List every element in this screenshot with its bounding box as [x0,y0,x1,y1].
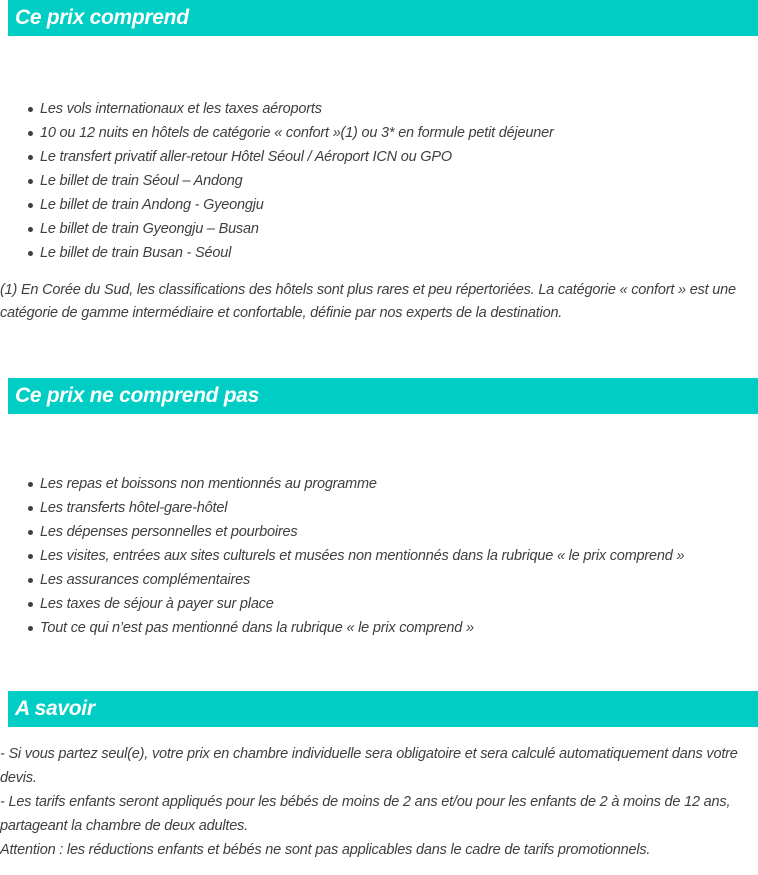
bullet-dot-icon [28,482,33,487]
list-item-text: Les repas et boissons non mentionnés au programme [40,476,377,492]
list-item [40,568,758,592]
list-item [40,496,758,520]
list-item-text: Le billet de train Gyeongju – Busan [40,221,259,237]
info-paragraph-promo-warning: Attention : les réductions enfants et bébés ne sont pas applicables dans le cadre de tarifs promotionnels. [0,842,651,858]
bullet-dot-icon [28,107,33,112]
bullet-dot-icon [28,155,33,160]
section-price-excludes [0,378,758,640]
section-header-price-excludes [8,378,758,414]
list-item-text: Les taxes de séjour à payer sur place [40,596,274,612]
section-good-to-know [0,691,758,862]
hotel-category-footnote: (1) En Corée du Sud, les classifications des hôtels sont plus rares et peu répertoriées. La catégorie « confort » est une catégorie de gamme intermédiaire et confortable, définie par nos experts de la destination. [0,282,736,321]
list-item-text: Les assurances complémentaires [40,572,250,588]
section-title-price-includes: Ce prix comprend [15,5,189,29]
list-item [40,472,758,496]
list-item [40,169,758,193]
list-item-text: Le billet de train Andong - Gyeongju [40,197,264,213]
bullet-dot-icon [28,578,33,583]
price-includes-list [0,97,758,265]
bullet-dot-icon [28,530,33,535]
list-item [40,97,758,121]
list-item-text: Les transferts hôtel-gare-hôtel [40,500,228,516]
list-item-text: 10 ou 12 nuits en hôtels de catégorie « confort »(1) ou 3* en formule petit déjeuner [40,125,554,141]
info-paragraph-child-rates: - Les tarifs enfants seront appliqués pour les bébés de moins de 2 ans et/ou pour les enfants de 2 à moins de 12 ans, partageant la chambre de deux adultes. [0,794,731,834]
good-to-know-paragraphs [0,742,758,862]
section-price-includes [0,0,758,325]
list-item-text: Le transfert privatif aller-retour Hôtel Séoul / Aéroport ICN ou GPO [40,149,452,165]
list-item [40,520,758,544]
list-item-text: Les dépenses personnelles et pourboires [40,524,298,540]
section-title-price-excludes: Ce prix ne comprend pas [15,383,260,407]
bullet-dot-icon [28,131,33,136]
list-item [40,241,758,265]
list-item [40,217,758,241]
bullet-dot-icon [28,506,33,511]
section-header-price-includes [8,0,758,36]
list-item-text: Tout ce qui n’est pas mentionné dans la rubrique « le prix comprend » [40,620,474,636]
list-item [40,193,758,217]
list-item [40,592,758,616]
section-header-good-to-know [8,691,758,727]
list-item [40,121,758,145]
info-paragraph-single-room: - Si vous partez seul(e), votre prix en chambre individuelle sera obligatoire et sera calculé automatiquement dans votre devis. [0,746,738,786]
price-excludes-list [0,472,758,640]
list-item-text: Le billet de train Séoul – Andong [40,173,243,189]
list-item-text: Les visites, entrées aux sites culturels et musées non mentionnés dans la rubrique « le prix comprend » [40,548,685,564]
list-item [40,616,758,640]
bullet-dot-icon [28,203,33,208]
list-item-text: Les vols internationaux et les taxes aéroports [40,101,322,117]
bullet-dot-icon [28,554,33,559]
list-item [40,544,758,568]
bullet-dot-icon [28,179,33,184]
list-item [40,145,758,169]
bullet-dot-icon [28,626,33,631]
bullet-dot-icon [28,227,33,232]
section-title-good-to-know: A savoir [15,696,95,720]
bullet-dot-icon [28,602,33,607]
list-item-text: Le billet de train Busan - Séoul [40,245,232,261]
bullet-dot-icon [28,251,33,256]
